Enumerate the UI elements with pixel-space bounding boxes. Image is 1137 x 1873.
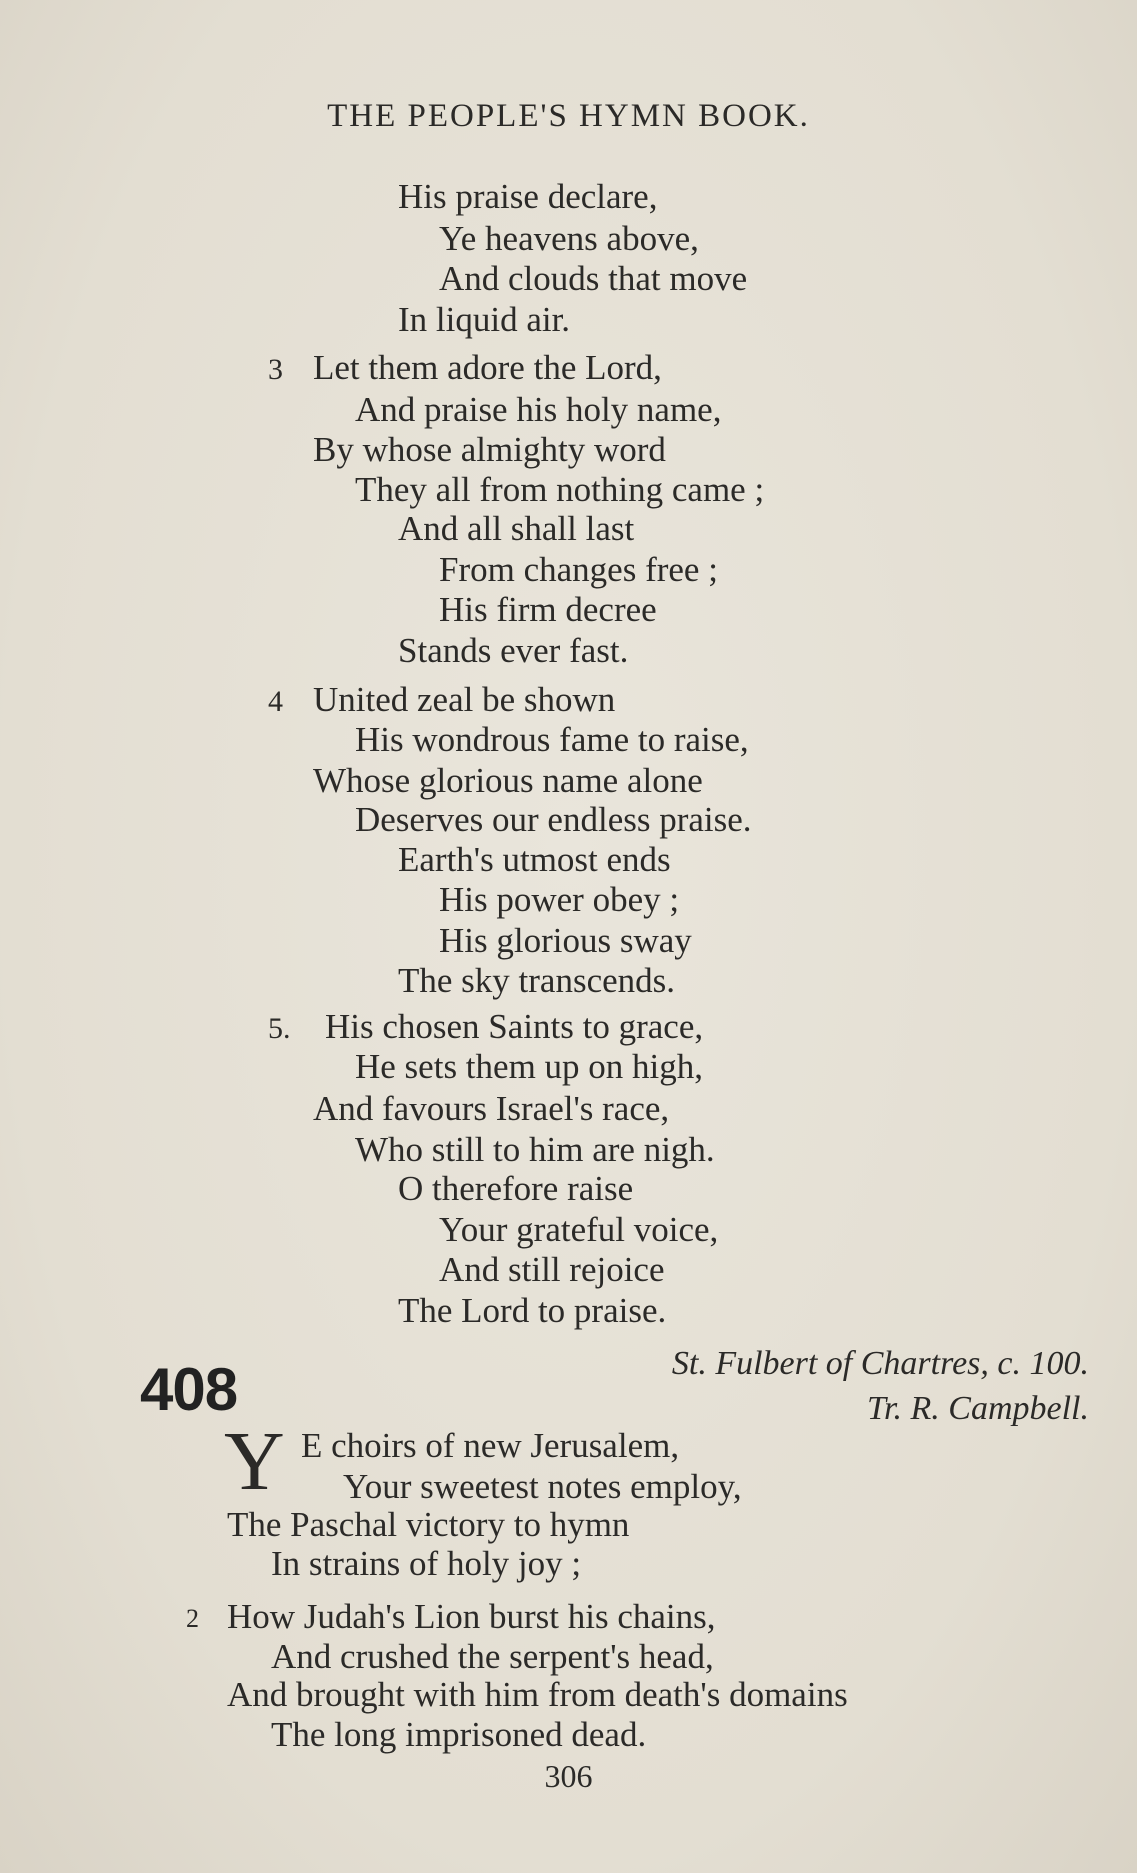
verse-line: And clouds that move (439, 259, 748, 298)
verse-line: Ye heavens above, (439, 219, 699, 258)
verse-line: E choirs of new Jerusalem, (301, 1426, 680, 1465)
verse-line: Whose glorious name alone (313, 761, 703, 800)
verse-line: In strains of holy joy ; (271, 1544, 582, 1583)
verse-line: In liquid air. (398, 300, 571, 339)
verse-line: His wondrous fame to raise, (355, 720, 749, 759)
verse-line: Stands ever fast. (398, 631, 629, 670)
verse-line: He sets them up on high, (355, 1047, 704, 1086)
verse-line: And all shall last (398, 509, 635, 548)
verse-line: The long imprisoned dead. (271, 1715, 647, 1754)
verse-line: The Paschal victory to hymn (227, 1505, 630, 1544)
page-number: 306 (544, 1758, 593, 1794)
stanza-number: 2 (186, 1604, 199, 1633)
verse-line: And brought with him from death's domains (227, 1675, 848, 1714)
hymn-number: 408 (140, 1356, 238, 1423)
verse-line: Deserves our endless praise. (355, 800, 752, 839)
verse-line: Your sweetest notes employ, (343, 1467, 742, 1506)
verse-line: From changes free ; (439, 550, 718, 589)
verse-line: The Lord to praise. (398, 1291, 667, 1330)
verse-line: His glorious sway (439, 921, 692, 960)
verse-line: And praise his holy name, (355, 390, 722, 429)
verse-line: Earth's utmost ends (398, 840, 671, 879)
verse-line: And crushed the serpent's head, (271, 1637, 714, 1676)
verse-line: His power obey ; (439, 880, 680, 919)
verse-line: Your grateful voice, (439, 1210, 719, 1249)
hymn-author: St. Fulbert of Chartres, c. 100. (671, 1345, 1089, 1382)
verse-line: They all from nothing came ; (355, 470, 765, 509)
verse-line: United zeal be shown (313, 680, 616, 719)
verse-line: Let them adore the Lord, (313, 348, 662, 387)
verse-line: His firm decree (439, 590, 657, 629)
verse-line: His praise declare, (398, 177, 658, 216)
verse-line: The sky transcends. (398, 961, 676, 1000)
verse-line: And still rejoice (439, 1250, 665, 1289)
verse-line: And favours Israel's race, (313, 1089, 670, 1128)
verse-line: Who still to him are nigh. (355, 1130, 715, 1169)
stanza-number: 4 (268, 685, 283, 718)
hymn-translator: Tr. R. Campbell. (867, 1390, 1089, 1427)
running-title: THE PEOPLE'S HYMN BOOK. (327, 98, 810, 134)
verse-line: By whose almighty word (313, 430, 666, 469)
verse-line: How Judah's Lion burst his chains, (227, 1597, 716, 1636)
verse-line: His chosen Saints to grace, (325, 1007, 704, 1046)
stanza-number: 3 (268, 353, 283, 386)
stanza-number: 5. (268, 1012, 291, 1045)
verse-line: O therefore raise (398, 1169, 634, 1208)
drop-cap: Y (224, 1415, 285, 1508)
